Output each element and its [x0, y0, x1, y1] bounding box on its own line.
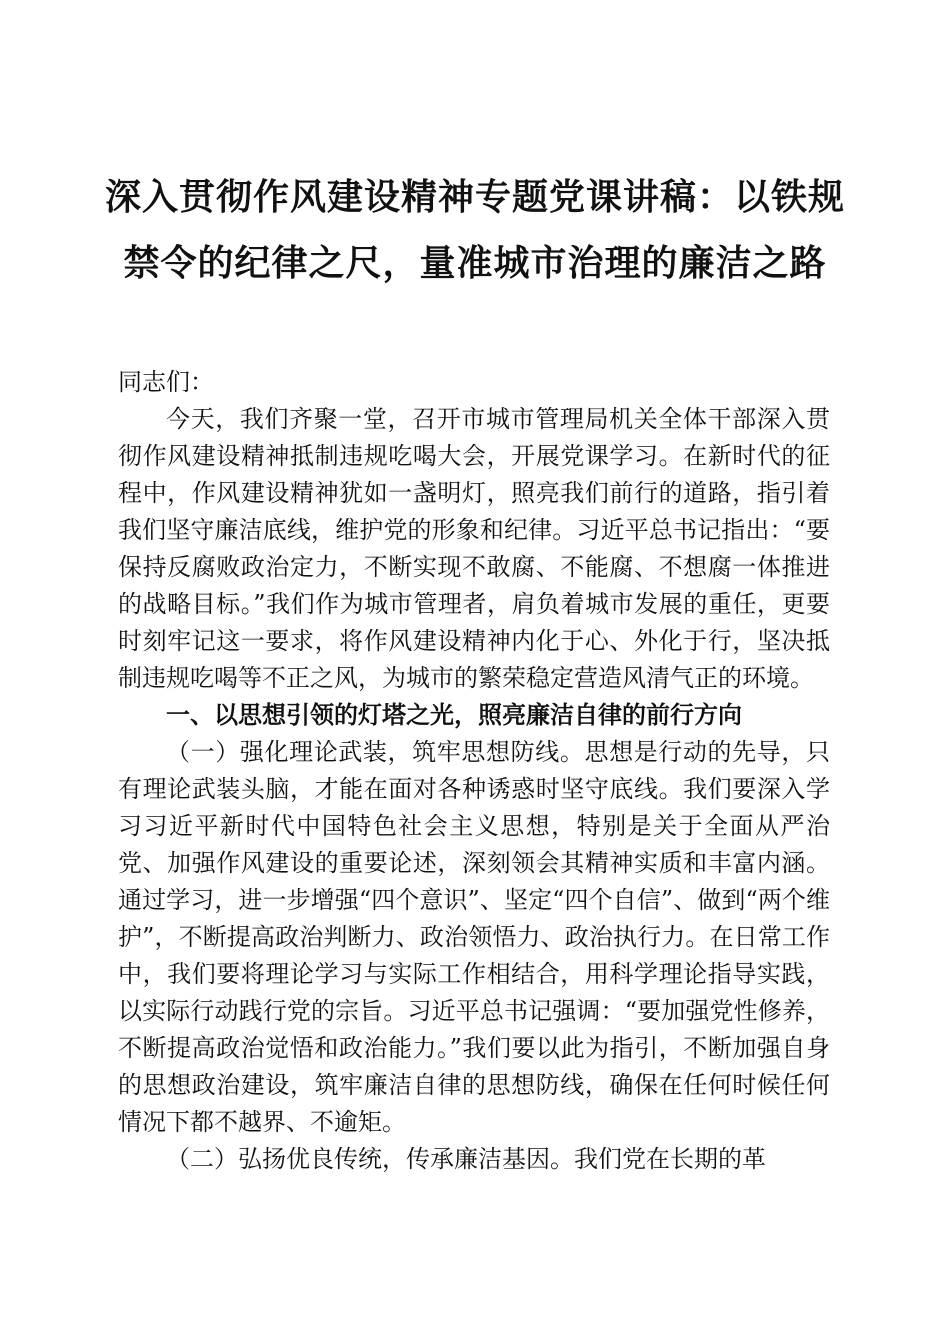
salutation: 同志们：	[118, 368, 214, 396]
title-line-2: 禁令的纪律之尺，量准城市治理的廉洁之路	[123, 242, 827, 284]
document-title	[100, 164, 850, 296]
paragraph-section-1-2: （二）弘扬优良传统，传承廉洁基因。我们党在长期的革	[166, 1145, 766, 1173]
title-line-1: 深入贯彻作风建设精神专题党课讲稿：以铁规	[104, 176, 845, 218]
paragraph-intro: 今天，我们齐聚一堂，召开市城市管理局机关全体干部深入贯彻作风建设精神抵制违规吃喝大会，开展党课学习。在新时代的征程中，作风建设精神犹如一盏明灯，照亮我们前行的道路，指引着我们坚守廉洁底线，维护党的形象和纪律。习近平总书记指出：“要保持反腐败政治定力，不断实现不敢腐、不能腐、不想腐一体推进的战略目标。”我们作为城市管理者，肩负着城市发展的重任，更要时刻牢记这一要求，将作风建设精神内化于心、外化于行，坚决抵制违规吃喝等不正之风，为城市的繁荣稳定营造风清气正的环境。	[118, 405, 830, 692]
section-heading-1: 一、以思想引领的灯塔之光，照亮廉洁自律的前行方向	[166, 701, 742, 729]
paragraph-section-1-1: （一）强化理论武装，筑牢思想防线。思想是行动的先导，只有理论武装头脑，才能在面对各种诱惑时坚守底线。我们要深入学习习近平新时代中国特色社会主义思想，特别是关于全面从严治党、加强作风建设的重要论述，深刻领会其精神实质和丰富内涵。通过学习，进一步增强“四个意识”、坚定“四个自信”、做到“两个维护”，不断提高政治判断力、政治领悟力、政治执行力。在日常工作中，我们要将理论学习与实际工作相结合，用科学理论指导实践，以实际行动践行党的宗旨。习近平总书记强调：“要加强党性修养，不断提高政治觉悟和政治能力。”我们要以此为指引，不断加强自身的思想政治建设，筑牢廉洁自律的思想防线，确保在任何时候任何情况下都不越界、不逾矩。	[118, 738, 830, 1136]
document-body	[118, 364, 830, 1178]
